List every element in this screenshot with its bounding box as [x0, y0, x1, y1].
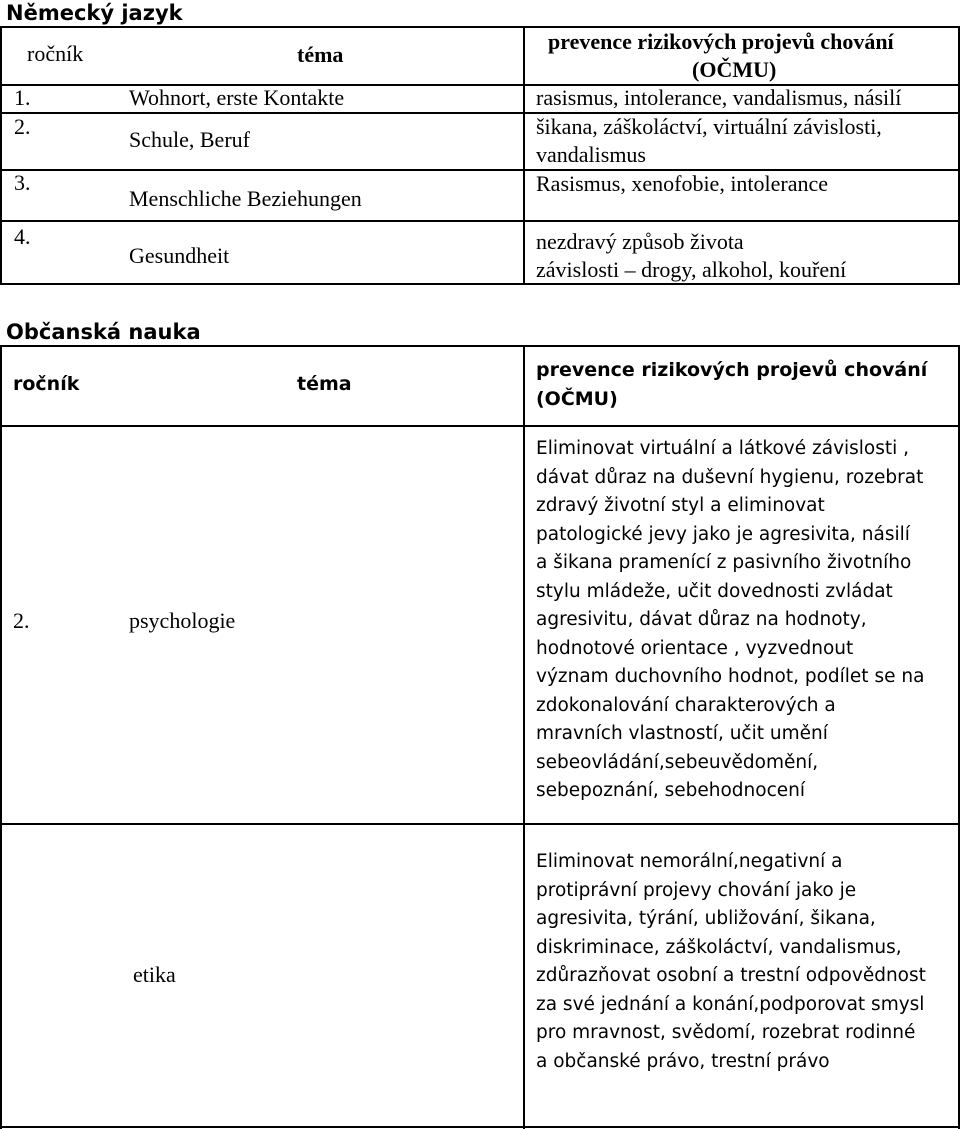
prevence-line: zdůrazňovat osobní a trestní odpovědnost	[536, 965, 926, 986]
prevence-line: a občanské právo, trestní právo	[536, 1050, 830, 1072]
prevence-line: za své jednání a konání,podporovat smysl	[536, 993, 925, 1015]
header-prevence: prevence rizikových projevů chování	[548, 29, 894, 54]
row-prevence	[536, 848, 926, 1076]
table-border	[0, 220, 960, 222]
prevence-line: agresivitu, dávat důraz na hodnoty,	[536, 609, 867, 630]
header-prevence-ocmu: (OČMU)	[692, 57, 777, 82]
prevence-line: pro mravnost, svědomí, rozebrat rodinné	[536, 1022, 916, 1043]
row-rocnik: 4.	[14, 224, 31, 249]
header-rocnik: ročník	[13, 373, 80, 395]
row-tema: psychologie	[129, 608, 236, 633]
row-prevence: rasismus, intolerance, vandalismus, násilí	[536, 85, 902, 110]
prevence-line: diskriminace, záškoláctví, vandalismus,	[536, 936, 902, 958]
prevence-line: hodnotové orientace , vyzvednout	[536, 637, 854, 659]
row-prevence: nezdravý způsob života	[536, 229, 744, 254]
prevence-line: agresivita, týrání, ubližování, šikana,	[536, 908, 876, 929]
prevence-line: protiprávní projevy chování jako je	[536, 879, 857, 901]
section-title-nemecky-jazyk: Německý jazyk	[6, 1, 183, 25]
row-tema: Menschliche Beziehungen	[129, 186, 362, 211]
table-border	[0, 345, 960, 347]
row-rocnik: 3.	[14, 170, 31, 195]
prevence-line: stylu mládeže, učit dovednosti zvládat	[536, 580, 893, 602]
prevence-line: mravních vlastností, učit umění	[536, 723, 828, 744]
prevence-line: a šikana pramenící z pasivního životního	[536, 552, 912, 573]
row-prevence: Rasismus, xenofobie, intolerance	[536, 171, 829, 196]
row-rocnik: 2.	[13, 608, 30, 633]
row-rocnik: 2.	[14, 114, 31, 139]
header-rocnik: ročník	[27, 41, 84, 66]
row-prevence: závislosti – drogy, alkohol, kouření	[536, 257, 847, 282]
section-title-obcanska-nauka: Občanská nauka	[6, 320, 201, 344]
prevence-line: dávat důraz na duševní hygienu, rozebrat	[536, 466, 924, 488]
table-border	[523, 345, 525, 1129]
prevence-line: zdravý životní styl a eliminovat	[536, 495, 825, 516]
row-prevence: vandalismus	[536, 142, 646, 167]
table-border	[0, 1126, 960, 1128]
prevence-line: patologické jevy jako je agresivita, násilí	[536, 523, 910, 545]
row-prevence: šikana, záškoláctví, virtuální závislosti,	[536, 114, 882, 139]
table-border	[0, 425, 960, 427]
prevence-line: Eliminovat virtuální a látkové závislosti ,	[536, 438, 910, 459]
table-border	[0, 823, 960, 825]
prevence-line: význam duchovního hodnot, podílet se na	[536, 666, 925, 687]
prevence-line: Eliminovat nemorální,negativní a	[536, 851, 843, 872]
table-border	[523, 26, 525, 285]
header-prevence: prevence rizikových projevů chování	[536, 359, 928, 381]
header-prevence-ocmu: (OČMU)	[536, 388, 618, 410]
header-tema: téma	[297, 373, 352, 395]
header-tema: téma	[297, 42, 344, 67]
row-tema: Schule, Beruf	[129, 127, 250, 152]
table-border	[0, 345, 2, 1129]
row-tema: Gesundheit	[129, 243, 230, 268]
prevence-line: zdokonalování charakterových a	[536, 694, 836, 716]
row-prevence	[536, 435, 924, 806]
row-rocnik: 1.	[14, 85, 31, 110]
prevence-line: sebepoznání, sebehodnocení	[536, 780, 805, 801]
row-tema: etika	[133, 962, 176, 987]
table-border	[0, 26, 2, 285]
row-tema: Wohnort, erste Kontakte	[129, 85, 345, 110]
prevence-line: sebeovládání,sebeuvědomění,	[536, 751, 819, 773]
